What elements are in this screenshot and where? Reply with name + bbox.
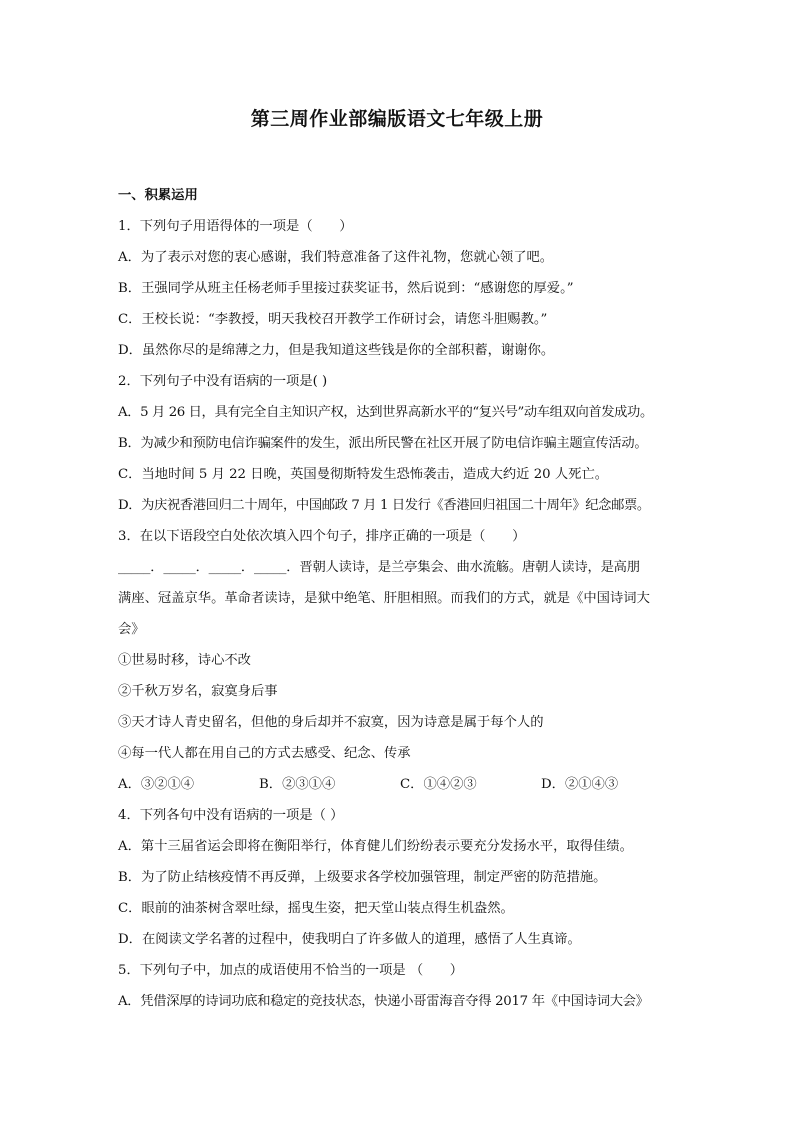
- document-body: [118, 180, 688, 1017]
- question-1-option-c: C．王校长说：“李教授，明天我校召开教学工作研讨会，请您斗胆赐教。”: [118, 312, 548, 327]
- section-heading: 一、积累运用: [118, 188, 198, 203]
- question-4-option-b: B．为了防止结核疫情不再反弹，上级要求各学校加强管理，制定严密的防范措施。: [118, 870, 607, 885]
- question-3-stem: 3．在以下语段空白处依次填入四个句子，排序正确的一项是（ ）: [118, 529, 526, 544]
- question-3-option-c: C．①④②③: [400, 777, 477, 792]
- question-5-option-a: A．凭借深厚的诗词功底和稳定的竞技状态，快递小哥雷海音夺得 2017 年《中国诗词大会》: [118, 994, 649, 1009]
- question-3-option-a: A．③②①④: [118, 777, 195, 792]
- question-3-options: [118, 769, 688, 800]
- question-2-option-b: B．为减少和预防电信诈骗案件的发生，派出所民警在社区开展了防电信诈骗主题宣传活动。: [118, 436, 648, 451]
- question-5-stem: 5．下列句子中，加点的成语使用不恰当的一项是 （ ）: [118, 963, 464, 978]
- question-3-paragraph-line: 满座、冠盖京华。革命者读诗，是狱中绝笔、肝胆相照。而我们的方式，就是《中国诗词大: [118, 591, 650, 606]
- question-3-sentence-2: ②千秋万岁名，寂寞身后事: [118, 684, 278, 699]
- question-3-sentence-4: ④每一代人都在用自己的方式去感受、纪念、传承: [118, 746, 411, 761]
- question-4-option-d: D．在阅读文学名著的过程中，使我明白了许多做人的道理，感悟了人生真谛。: [118, 932, 581, 947]
- question-3-paragraph-line: 会》: [118, 622, 145, 637]
- question-4-stem: 4．下列各句中没有语病的一项是（ ）: [118, 808, 344, 823]
- question-1-option-b: B．王强同学从班主任杨老师手里接过获奖证书，然后说到：“感谢您的厚爱。”: [118, 281, 574, 296]
- question-2-option-c: C．当地时间 5 月 22 日晚，英国曼彻斯特发生恐怖袭击，造成大约近 20 人死亡。: [118, 467, 609, 482]
- question-3-option-d: D．②①④③: [541, 777, 619, 792]
- question-4-option-a: A．第十三届省运会即将在衡阳举行，体育健儿们纷纷表示要充分发扬水平，取得佳绩。: [118, 839, 633, 854]
- question-3-option-b: B．②③①④: [259, 777, 336, 792]
- question-1-stem: 1．下列句子用语得体的一项是（ ）: [118, 219, 353, 234]
- question-3-sentence-1: ①世易时移，诗心不改: [118, 653, 251, 668]
- question-2-stem: 2．下列句子中没有语病的一项是( ): [118, 374, 328, 389]
- question-3-sentence-3: ③天才诗人青史留名，但他的身后却并不寂寞，因为诗意是属于每个人的: [118, 715, 544, 730]
- document-title: 第三周作业部编版语文七年级上册: [250, 108, 544, 130]
- question-2-option-d: D．为庆祝香港回归二十周年，中国邮政 7 月 1 日发行《香港回归祖国二十周年》纪念邮票。: [118, 498, 650, 513]
- question-1-option-d: D．虽然你尽的是绵薄之力，但是我知道这些钱是你的全部积蓄，谢谢你。: [118, 343, 555, 358]
- question-2-option-a: A．5 月 26 日，具有完全自主知识产权，达到世界高新水平的“复兴号”动车组双向首发成功。: [118, 405, 653, 420]
- question-3-paragraph-line: _____．_____．_____．_____．晋朝人读诗，是兰亭集会、曲水流觞。唐朝人读诗，是高朋: [118, 560, 640, 575]
- question-1-option-a: A．为了表示对您的衷心感谢，我们特意准备了这件礼物，您就心领了吧。: [118, 250, 554, 265]
- question-4-option-c: C．眼前的油茶树含翠吐绿，摇曳生姿，把天堂山装点得生机盎然。: [118, 901, 514, 916]
